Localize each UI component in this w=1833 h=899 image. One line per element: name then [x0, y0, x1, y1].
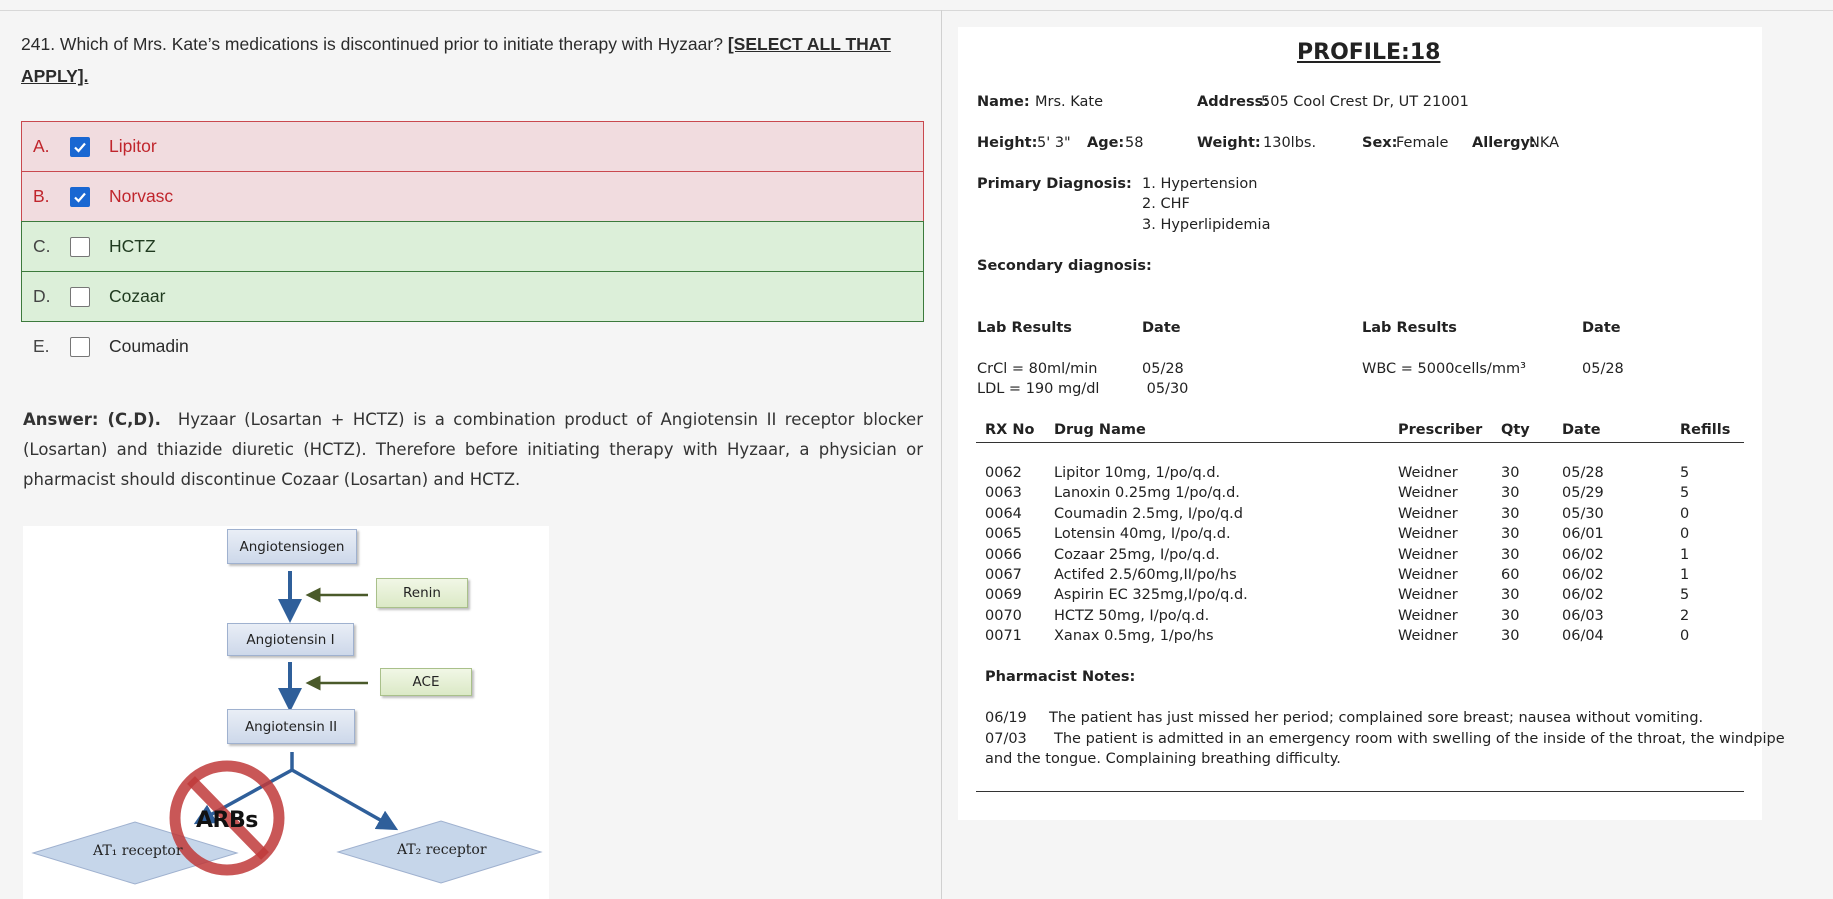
patient-age: 58: [1125, 135, 1144, 151]
rx-date: 05/30: [1562, 505, 1604, 522]
primary-diagnosis-3: 3. Hyperlipidemia: [1142, 217, 1271, 233]
patient-height: 5' 3": [1037, 135, 1071, 151]
rx-date-column: [1562, 463, 1604, 647]
rx-drug: Coumadin 2.5mg, I/po/q.d: [1054, 505, 1243, 522]
answer-explanation: [23, 405, 923, 495]
option-letter: C.: [33, 236, 51, 256]
option-checkbox[interactable]: [70, 187, 90, 207]
option-letter: B.: [33, 186, 50, 206]
rx-number: 0069: [985, 587, 1022, 604]
option-a[interactable]: [21, 121, 924, 172]
rx-qty: 30: [1501, 628, 1520, 645]
checkmark-icon: [73, 190, 87, 204]
lab-date: 05/28: [1582, 361, 1624, 377]
rx-drug: Cozaar 25mg, I/po/q.d.: [1054, 546, 1220, 563]
rx-header-date: Date: [1562, 422, 1601, 438]
option-checkbox[interactable]: [70, 237, 90, 257]
question-stem: 241. Which of Mrs. Kate’s medications is discontinued prior to initiate therapy with Hyzaar?: [21, 34, 723, 54]
at1-receptor-label: AT₁ receptor: [93, 843, 183, 859]
answer-text: Hyzaar (Losartan + HCTZ) is a combination product of Angiotensin II receptor blocker (Losartan) and thiazide diuretic (HCTZ). Therefore before initiating therapy with Hyzaar, a physician or pharmacist should discontinue Cozaar (Losartan) and HCTZ.: [23, 410, 923, 489]
primary-diagnosis-2: 2. CHF: [1142, 196, 1190, 212]
lab-results-header: Lab Results: [977, 320, 1072, 336]
rx-date: 06/02: [1562, 566, 1604, 583]
allergy-label: Allergy:: [1472, 135, 1536, 151]
rx-prescriber: Weidner: [1398, 526, 1458, 543]
option-label: HCTZ: [109, 236, 156, 256]
option-letter: D.: [33, 286, 51, 306]
lab-date: 05/30: [1142, 381, 1189, 397]
rx-date: 06/01: [1562, 526, 1604, 543]
column-divider: [941, 10, 942, 899]
rx-date: 05/29: [1562, 485, 1604, 502]
lab-date-header: Date: [1142, 320, 1181, 336]
renin-box: Renin: [376, 578, 468, 608]
rx-qty: 30: [1501, 485, 1520, 502]
sex-label: Sex:: [1362, 135, 1398, 151]
rx-prescriber: Weidner: [1398, 505, 1458, 522]
rx-refills: 5: [1680, 465, 1690, 481]
table-bottom-rule: [976, 791, 1744, 792]
raas-diagram: [23, 526, 549, 899]
age-label: Age:: [1087, 135, 1125, 151]
rx-prescriber: Weidner: [1398, 587, 1458, 604]
rx-refills: 0: [1680, 526, 1690, 543]
rx-number-column: [985, 463, 1022, 647]
rx-prescriber: Weidner: [1398, 607, 1458, 624]
rx-refills: 5: [1680, 485, 1690, 502]
rx-refills: 0: [1680, 505, 1690, 522]
rx-qty: 30: [1501, 526, 1520, 543]
rx-drug: Xanax 0.5mg, 1/po/hs: [1054, 628, 1214, 645]
angiotensin-1-box: Angiotensin I: [227, 623, 354, 656]
rx-header-rule: [976, 442, 1744, 443]
rx-prescriber: Weidner: [1398, 485, 1458, 502]
patient-weight: 130lbs.: [1263, 135, 1317, 151]
rx-header-drug: Drug Name: [1054, 422, 1146, 438]
note-date: 07/03: [985, 731, 1027, 747]
answer-options: [21, 122, 924, 372]
note-text: The patient has just missed her period; complained sore breast; nausea without vomiting.: [1049, 710, 1704, 726]
lab-date-header-2: Date: [1582, 320, 1621, 336]
rx-prescriber: Weidner: [1398, 566, 1458, 583]
rx-qty: 30: [1501, 465, 1520, 481]
rx-prescriber: Weidner: [1398, 546, 1458, 563]
rx-header-qty: Qty: [1501, 422, 1530, 438]
rx-number: 0065: [985, 526, 1022, 543]
rx-date: 06/04: [1562, 628, 1604, 645]
patient-sex: Female: [1396, 135, 1449, 151]
patient-name: Mrs. Kate: [1035, 94, 1103, 110]
rx-drug: Aspirin EC 325mg,I/po/q.d.: [1054, 587, 1248, 604]
rx-number: 0070: [985, 607, 1022, 624]
question-text: [21, 28, 936, 92]
height-label: Height:: [977, 135, 1038, 151]
at2-receptor-label: AT₂ receptor: [397, 842, 487, 858]
rx-number: 0063: [985, 485, 1022, 502]
note-date: 06/19: [985, 710, 1027, 726]
option-e[interactable]: [21, 321, 924, 372]
ace-box: ACE: [380, 668, 472, 696]
angiotensinogen-box: Angiotensiogen: [227, 529, 357, 564]
rx-date: 06/03: [1562, 607, 1604, 624]
rx-qty: 30: [1501, 587, 1520, 604]
angiotensin-2-box: Angiotensin II: [227, 709, 355, 744]
rx-prescriber: Weidner: [1398, 628, 1458, 645]
rx-refills-column: [1680, 463, 1689, 647]
rx-drug: Lipitor 10mg, 1/po/q.d.: [1054, 465, 1221, 481]
rx-header-prescriber: Prescriber: [1398, 422, 1483, 438]
name-label: Name:: [977, 94, 1030, 110]
rx-header-refills: Refills: [1680, 422, 1731, 438]
note-text: and the tongue. Complaining breathing difficulty.: [985, 751, 1341, 767]
rx-refills: 1: [1680, 546, 1690, 563]
rx-drug: Lotensin 40mg, I/po/q.d.: [1054, 526, 1231, 543]
patient-allergy: NKA: [1529, 135, 1560, 151]
lab-results-header-2: Lab Results: [1362, 320, 1457, 336]
patient-address: 505 Cool Crest Dr, UT 21001: [1261, 94, 1469, 110]
profile-title: PROFILE:18: [1297, 40, 1441, 65]
primary-diagnosis-label: Primary Diagnosis:: [977, 176, 1132, 192]
lab-date: 05/28: [1142, 361, 1184, 377]
rx-drug: Lanoxin 0.25mg 1/po/q.d.: [1054, 485, 1240, 502]
rx-drug-column: [1054, 463, 1248, 647]
secondary-diagnosis-label: Secondary diagnosis:: [977, 258, 1152, 274]
option-label: Lipitor: [109, 136, 157, 156]
patient-profile: [958, 27, 1785, 820]
rx-qty-column: [1501, 463, 1519, 647]
option-d[interactable]: [21, 271, 924, 322]
rx-qty: 30: [1501, 607, 1520, 624]
rx-number: 0066: [985, 546, 1022, 563]
option-label: Coumadin: [109, 336, 189, 356]
rx-prescriber: Weidner: [1398, 465, 1458, 481]
rx-refills: 5: [1680, 587, 1690, 604]
option-letter: E.: [33, 336, 50, 356]
select-all-note: [SELECT ALL THAT APPLY].: [21, 34, 891, 86]
rx-refills: 0: [1680, 628, 1690, 645]
rx-drug: Actifed 2.5/60mg,II/po/hs: [1054, 566, 1237, 583]
weight-label: Weight:: [1197, 135, 1261, 151]
note-text: The patient is admitted in an emergency room with swelling of the inside of the throat, the windpipe: [1054, 731, 1785, 747]
pharmacist-notes-label: Pharmacist Notes:: [985, 669, 1136, 685]
lab-result: CrCl = 80ml/min: [977, 361, 1098, 377]
lab-result: WBC = 5000cells/mm³: [1362, 361, 1526, 377]
answer-lead: Answer: (C,D).: [23, 410, 161, 429]
rx-header-rx: RX No: [985, 422, 1035, 438]
address-label: Address:: [1197, 94, 1270, 110]
option-letter: A.: [33, 136, 50, 156]
rx-number: 0067: [985, 566, 1022, 583]
arbs-label: ARBs: [196, 808, 258, 833]
option-checkbox[interactable]: [70, 137, 90, 157]
lab-result: LDL = 190 mg/dl: [977, 381, 1100, 397]
option-checkbox[interactable]: [70, 337, 90, 357]
option-checkbox[interactable]: [70, 287, 90, 307]
option-c[interactable]: [21, 221, 924, 272]
rx-number: 0062: [985, 465, 1022, 481]
option-label: Norvasc: [109, 186, 174, 206]
rx-date: 06/02: [1562, 587, 1604, 604]
rx-qty: 60: [1501, 566, 1520, 583]
rx-drug: HCTZ 50mg, I/po/q.d.: [1054, 607, 1210, 624]
rx-refills: 2: [1680, 607, 1690, 624]
rx-number: 0071: [985, 628, 1022, 645]
rx-number: 0064: [985, 505, 1022, 522]
top-divider: [0, 10, 1833, 11]
rx-qty: 30: [1501, 546, 1520, 563]
rx-refills: 1: [1680, 566, 1690, 583]
rx-prescriber-column: [1398, 463, 1458, 647]
rx-date: 05/28: [1562, 465, 1604, 481]
option-label: Cozaar: [109, 286, 166, 306]
primary-diagnosis-1: 1. Hypertension: [1142, 176, 1258, 192]
checkmark-icon: [73, 140, 87, 154]
rx-date: 06/02: [1562, 546, 1604, 563]
rx-qty: 30: [1501, 505, 1520, 522]
option-b[interactable]: [21, 171, 924, 222]
